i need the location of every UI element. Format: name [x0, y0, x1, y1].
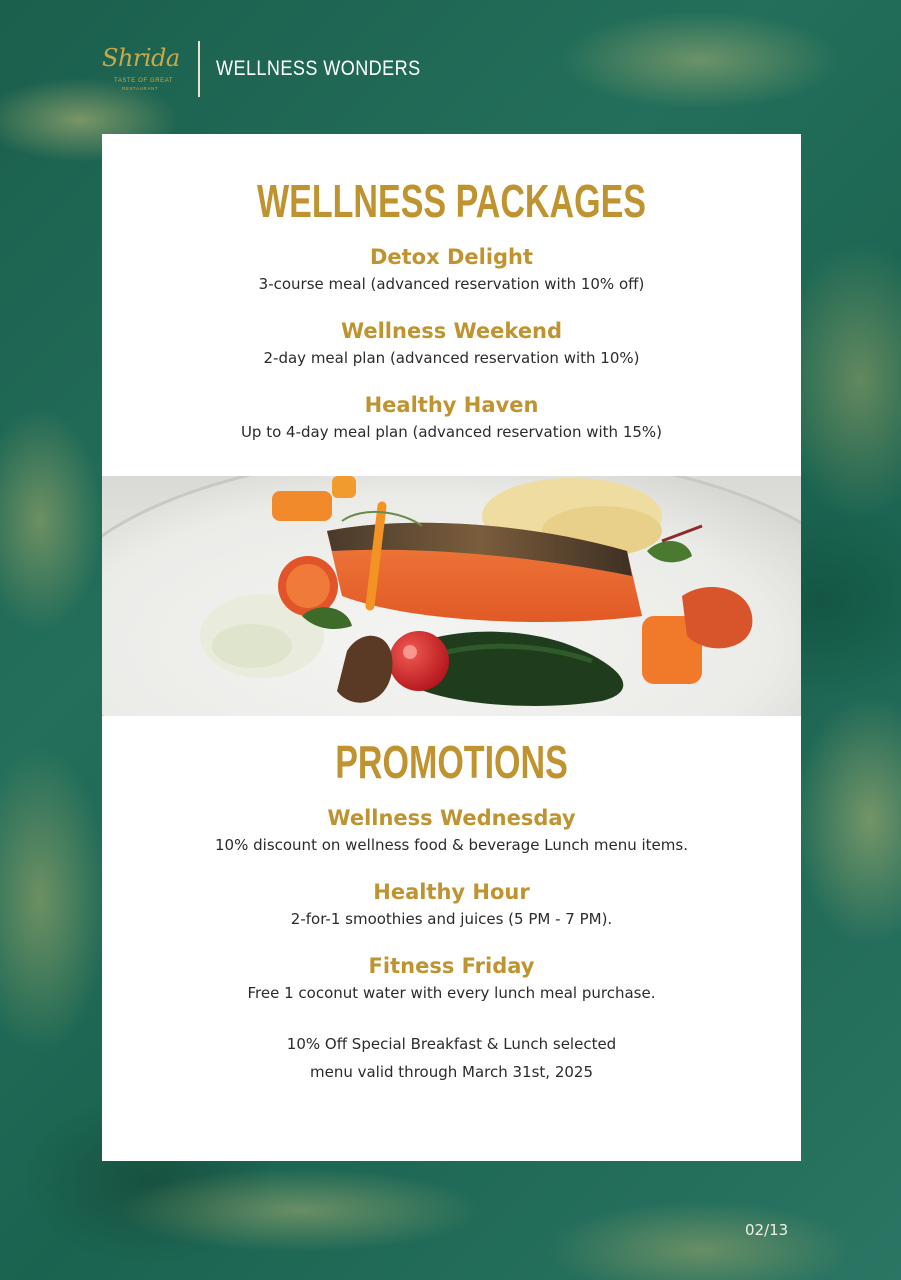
package-description: 2-day meal plan (advanced reservation with 10%): [263, 349, 640, 367]
header-divider: [198, 41, 200, 97]
promotion-name: Wellness Wednesday: [327, 806, 576, 830]
promotion-item: [102, 951, 801, 1005]
logo-script-text: Shrida: [102, 44, 180, 72]
package-name: Detox Delight: [369, 245, 534, 269]
package-description: 3-course meal (advanced reservation with 10% off): [258, 275, 645, 293]
shrida-logo: [100, 40, 188, 98]
page-number: 02/13: [745, 1221, 789, 1239]
header-title: WELLNESS WONDERS: [215, 57, 421, 80]
package-item: [102, 390, 801, 444]
promotions-heading: PROMOTIONS: [335, 736, 568, 788]
package-name: Wellness Weekend: [340, 319, 563, 343]
promotion-description: 2-for-1 smoothies and juices (5 PM - 7 PM).: [290, 910, 613, 928]
package-item: [102, 242, 801, 296]
logo-tagline-restaurant: RESTAURANT: [122, 86, 159, 91]
promotion-item: [102, 803, 801, 857]
package-name: Healthy Haven: [364, 393, 539, 417]
salmon-dish-photo: [102, 476, 801, 716]
promotion-name: Healthy Hour: [373, 880, 530, 904]
content-card: [102, 134, 801, 1161]
logo-tagline: TASTE OF GREAT: [114, 78, 174, 84]
promotion-note-line-2: menu valid through March 31st, 2025: [309, 1063, 593, 1081]
promotion-description: 10% discount on wellness food & beverage Lunch menu items.: [215, 836, 688, 854]
salmon-dish-illustration: [102, 476, 801, 716]
promotion-note-line-1: 10% Off Special Breakfast & Lunch selected: [286, 1035, 617, 1053]
package-description: Up to 4-day meal plan (advanced reservation with 15%): [240, 423, 663, 441]
promotion-note: [102, 1030, 801, 1086]
packages-heading: WELLNESS PACKAGES: [257, 175, 646, 227]
promotion-name: Fitness Friday: [368, 954, 535, 978]
page-header: [100, 40, 453, 98]
package-item: [102, 316, 801, 370]
promotion-description: Free 1 coconut water with every lunch meal purchase.: [247, 984, 656, 1002]
promotion-item: [102, 877, 801, 931]
